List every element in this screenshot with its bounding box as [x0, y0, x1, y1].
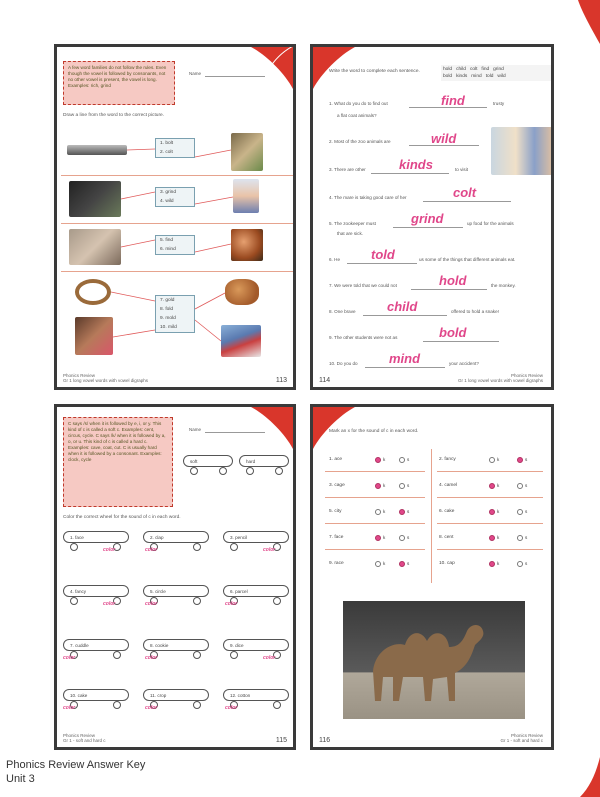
bank-word: told — [485, 74, 494, 79]
instruction: Mark an x for the sound of c in each word. — [329, 429, 419, 434]
worksheet-page-115 — [54, 404, 296, 750]
camel-icon — [343, 601, 525, 719]
answer: mind — [389, 351, 421, 366]
unit-label: Unit 3 — [6, 773, 35, 785]
skateboard-item[interactable]: 9. dice — [223, 639, 291, 659]
word: 6. mind — [160, 247, 176, 252]
bank-word: hold — [443, 67, 453, 72]
word: 4. wild — [160, 199, 174, 204]
k-option[interactable] — [489, 483, 495, 489]
bank-word: wild — [497, 74, 506, 79]
skateboard-item[interactable]: 1. face — [63, 531, 131, 551]
red-corner-decoration — [247, 405, 295, 453]
answer: find — [441, 93, 465, 108]
word: 3. grind — [160, 190, 176, 195]
zoo-visitors-picture — [491, 127, 553, 175]
instruction: Write the word to complete each sentence. — [329, 69, 420, 74]
answer: wild — [431, 131, 457, 146]
answer: bold — [439, 325, 467, 340]
example-skateboard: hard — [239, 455, 291, 475]
skateboard-item[interactable]: 11. crop — [143, 689, 211, 709]
answer: hold — [439, 273, 467, 288]
word: 2. colt — [160, 150, 173, 155]
s-option[interactable] — [517, 457, 523, 463]
answer-lines — [57, 47, 296, 390]
k-option[interactable] — [489, 509, 495, 515]
page-number: 113 — [275, 377, 287, 384]
s-option[interactable] — [517, 535, 523, 541]
page-footer: Phonics Review Gr 1 - soft and hard c — [63, 733, 106, 743]
s-option[interactable] — [399, 509, 405, 515]
answer: color — [263, 655, 276, 661]
answer: color — [225, 705, 238, 711]
bank-word: colt — [469, 67, 478, 72]
s-option[interactable] — [399, 535, 405, 541]
rule-box: C says /s/ when it is followed by e, i, or y. This kind of c is called a soft c. Examples: cent, circus, cycle. C says /k/ when it is followed by a, o, or u. This kind of c is called a hard c. Examples: cave, coat, cut. C is usually hard when it is followed by a consonant. Examples: clock, cycle — [63, 417, 173, 507]
answer: color — [63, 705, 76, 711]
skateboard-item[interactable]: 7. cuddle — [63, 639, 131, 659]
bank-word: child — [456, 67, 466, 72]
answer: color — [63, 655, 76, 661]
bank-word: bold — [443, 74, 453, 79]
s-option[interactable] — [517, 509, 523, 515]
k-option[interactable] — [375, 509, 381, 515]
k-option[interactable] — [375, 483, 381, 489]
s-option[interactable] — [399, 457, 405, 463]
skateboard-item[interactable]: 6. parcel — [223, 585, 291, 605]
k-option[interactable] — [375, 561, 381, 567]
name-line — [205, 432, 265, 433]
instruction: Draw a line from the word to the correct picture. — [63, 113, 165, 118]
word: 7. gold — [160, 298, 175, 303]
answer: told — [371, 247, 395, 262]
s-option[interactable] — [399, 561, 405, 567]
name-label: Name — [189, 427, 202, 432]
skateboard-item[interactable]: 4. fancy — [63, 585, 131, 605]
worksheet-page-116: Mark an x for the sound of c in each word. 1. ace k s 3. cage k s 5. city k s 7. face k s 9. race k s 2. fancy k s 4. camel k s 6. cake k s 8. cent k s 10. cap k s 116 Phonics Review Gr 1 - soft and hard c — [310, 404, 554, 750]
s-option[interactable] — [399, 483, 405, 489]
skateboard-item[interactable]: 5. circle — [143, 585, 211, 605]
s-option[interactable] — [517, 483, 523, 489]
answer: color — [145, 601, 158, 607]
bank-word: grind — [493, 67, 504, 72]
page-number: 116 — [319, 737, 331, 744]
word: 8. fold — [160, 307, 174, 312]
worksheet-page-113 — [54, 44, 296, 390]
word: 10. mild — [160, 325, 177, 330]
word: 5. find — [160, 238, 174, 243]
skateboard-item[interactable]: 8. cookie — [143, 639, 211, 659]
answer: color — [145, 655, 158, 661]
bank-word: mind — [471, 74, 482, 79]
skateboard-item[interactable]: 12. cotton — [223, 689, 291, 709]
answer-key-label: Phonics Review Answer Key — [6, 759, 146, 771]
word: 9. mold — [160, 316, 176, 321]
name-label: Name — [189, 71, 202, 76]
page-footer: Phonics Review Gr 1 - soft and hard c — [500, 733, 543, 743]
word: 1. bolt — [160, 141, 174, 146]
answer: colt — [453, 185, 477, 200]
instruction: Color the correct wheel for the sound of c in each word. — [63, 515, 181, 520]
worksheet-page-114: Write the word to complete each sentence. hold child colt find grind bold kinds mind told wild 1. What do you do to find out trusty a flat coat animals? find 2. Most of the zoo animals are wild 3. There are other to visit kinds 4. The mare is taking good care of her colt 5. The zookeeper must up food for the animals that are sick. grind 6. He us some of the things that different animals eat. told 7. We were told that we could not the monkey. hold 8. One brave offered to hold a snake! child 9. The other students were not as bold 10. Do you do your accident? mind 114 Phonics Review Gr 1 long vowel words with vowel digraphs — [310, 44, 554, 390]
answer: color — [103, 547, 116, 553]
answer: color — [103, 601, 116, 607]
red-corner-decoration — [580, 757, 600, 797]
column-divider — [431, 449, 432, 583]
k-option[interactable] — [489, 561, 495, 567]
answer: grind — [411, 211, 444, 226]
page-footer: Phonics Review Gr 1 long vowel words with vowel digraphs — [457, 373, 543, 383]
k-option[interactable] — [489, 457, 495, 463]
bank-word: find — [481, 67, 490, 72]
answer: child — [387, 299, 418, 314]
page-number: 115 — [275, 737, 287, 744]
page-number: 114 — [319, 377, 331, 384]
k-option[interactable] — [375, 535, 381, 541]
answer: color — [145, 705, 158, 711]
answer: kinds — [399, 157, 433, 172]
red-corner-decoration — [574, 0, 600, 44]
k-option[interactable] — [489, 535, 495, 541]
camel-photo — [343, 601, 525, 719]
answer: color — [225, 601, 238, 607]
s-option[interactable] — [517, 561, 523, 567]
skateboard-item[interactable]: 2. clap — [143, 531, 211, 551]
rule-box: A few word families do not follow the rules. Even though the vowel is followed by consonants, not no other vowel is present, the vowel is long. Examples: rich, grind — [63, 61, 175, 105]
answer: color — [263, 547, 276, 553]
word-bank — [441, 65, 554, 81]
example-skateboard: soft — [183, 455, 235, 475]
k-option[interactable] — [375, 457, 381, 463]
answer: color — [145, 547, 158, 553]
skateboard-item[interactable]: 3. pencil — [223, 531, 291, 551]
page-footer: Phonics Review Gr 1 long vowel words with vowel digraphs — [63, 373, 149, 383]
bank-word: kinds — [456, 74, 468, 79]
skateboard-item[interactable]: 10. cake — [63, 689, 131, 709]
answer-key-title — [6, 758, 145, 786]
